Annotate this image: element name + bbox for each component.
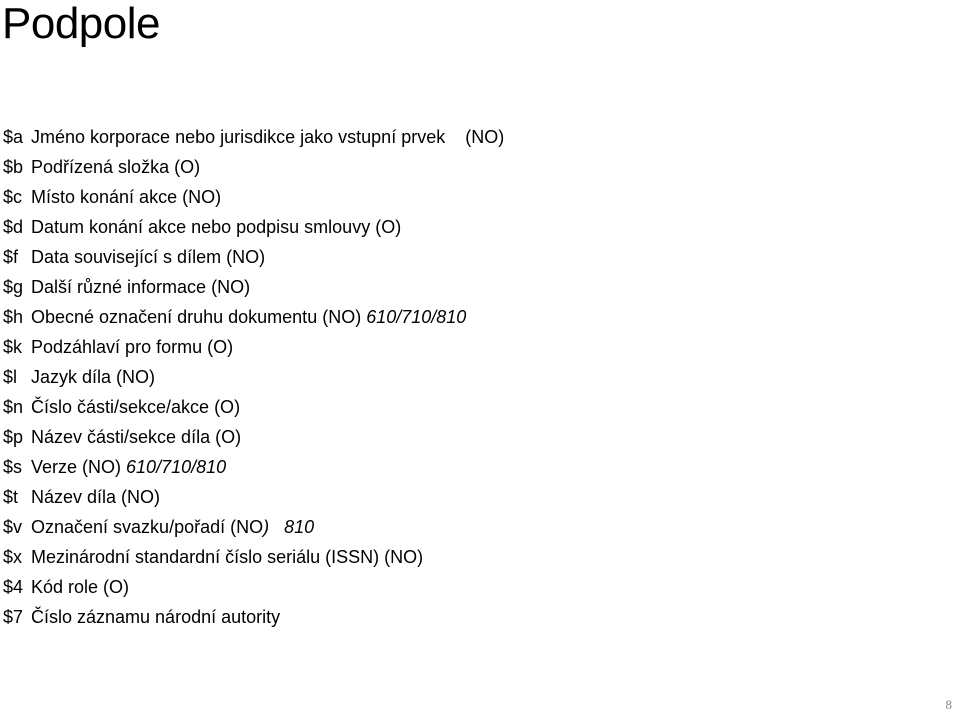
subfield-item [3,512,504,542]
subfield-code: $v [3,517,23,537]
subfield-item [3,392,504,422]
subfield-code: $h [3,307,24,327]
subfield-description: Další různé informace (NO) [31,277,251,297]
subfield-description: Místo konání akce (NO) [31,187,222,207]
subfield-description: Datum konání akce nebo podpisu smlouvy (O) [31,217,402,237]
subfield-item [3,152,504,182]
subfield-item [3,422,504,452]
subfield-description: Jméno korporace nebo jurisdikce jako vstupní prvek (NO) [31,127,505,147]
subfield-code: $7 [3,607,24,627]
subfield-code: $s [3,457,23,477]
subfield-list [3,122,504,632]
subfield-item [3,182,504,212]
subfield-item [3,242,504,272]
subfield-item [3,482,504,512]
subfield-code: $g [3,277,24,297]
subfield-description: Podřízená složka (O) [31,157,201,177]
subfield-code: $b [3,157,24,177]
subfield-description: Obecné označení druhu dokumentu (NO) [31,307,362,327]
subfield-code: $x [3,547,23,567]
subfield-code: $t [3,487,19,507]
subfield-description: Mezinárodní standardní číslo seriálu (ISSN) (NO) [31,547,424,567]
subfield-item [3,302,504,332]
subfield-code: $n [3,397,24,417]
page-number: 8 [945,697,952,712]
subfield-code: $4 [3,577,24,597]
subfield-description: Verze (NO) [31,457,122,477]
subfield-code: $c [3,187,23,207]
subfield-item [3,542,504,572]
subfield-description: Kód role (O) [31,577,130,597]
subfield-description: Podzáhlaví pro formu (O) [31,337,234,357]
slide-title: Podpole [2,0,160,48]
subfield-description: Jazyk díla (NO) [31,367,156,387]
subfield-item [3,572,504,602]
subfield-description: Číslo části/sekce/akce (O) [31,397,241,417]
subfield-code: $k [3,337,23,357]
subfield-item [3,212,504,242]
subfield-description: Označení svazku/pořadí (NO [31,517,264,537]
subfield-item [3,332,504,362]
subfield-code: $l [3,367,18,387]
subfield-description: Číslo záznamu národní autority [31,607,281,627]
subfield-field-note: 610/710/810 [366,307,467,327]
subfield-description: Název části/sekce díla (O) [31,427,242,447]
subfield-item [3,362,504,392]
subfield-item [3,452,504,482]
subfield-code: $p [3,427,24,447]
subfield-code: $a [3,127,24,147]
subfield-item [3,272,504,302]
subfield-field-note: 610/710/810 [126,457,227,477]
subfield-code: $d [3,217,24,237]
subfield-description: Data související s dílem (NO) [31,247,266,267]
subfield-item [3,122,504,152]
subfield-field-note: ) 810 [263,517,315,537]
subfield-code: $f [3,247,19,267]
subfield-item [3,602,504,632]
subfield-description: Název díla (NO) [31,487,161,507]
